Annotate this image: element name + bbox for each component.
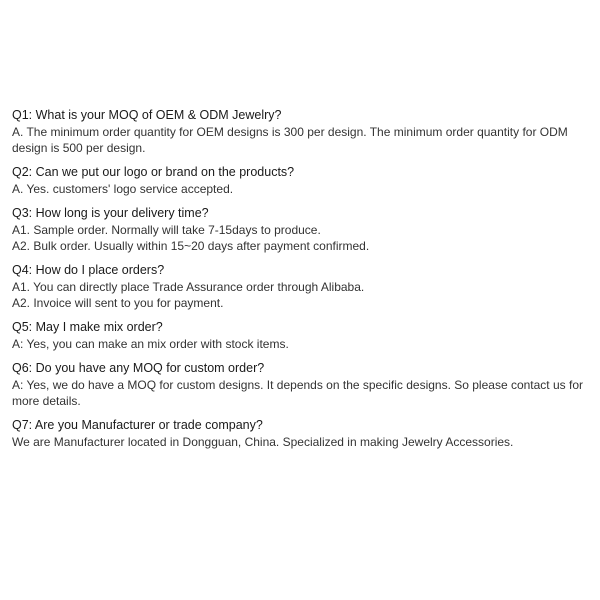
faq-answer [12,434,590,450]
faq-answer-line: A1. You can directly place Trade Assurance order through Alibaba. [12,280,365,294]
faq-item-q1 [12,107,590,156]
faq-item-q5 [12,319,590,352]
faq-answer-line: A: Yes, you can make an mix order with stock items. [12,337,289,351]
faq-answer-line: A: Yes, we do have a MOQ for custom designs. It depends on the specific designs. So please contact us for more details. [12,378,583,408]
faq-answer-line: A2. Invoice will sent to you for payment. [12,296,224,310]
faq-question: Q1: What is your MOQ of OEM & ODM Jewelry? [12,108,282,122]
faq-question: Q7: Are you Manufacturer or trade company? [12,418,263,432]
faq-answer-line: A1. Sample order. Normally will take 7-15days to produce. [12,223,321,237]
faq-answer [12,181,590,197]
faq-answer-line: We are Manufacturer located in Dongguan, China. Specialized in making Jewelry Accessories. [12,435,514,449]
faq-answer [12,377,590,409]
faq-list [12,107,590,458]
faq-item-q6 [12,360,590,409]
faq-item-q4 [12,262,590,311]
faq-answer-line: A. Yes. customers' logo service accepted. [12,182,234,196]
faq-question: Q2: Can we put our logo or brand on the products? [12,165,295,179]
faq-answer [12,279,590,311]
faq-answer-line: A. The minimum order quantity for OEM designs is 300 per design. The minimum order quantity for ODM design is 500 per design. [12,125,568,155]
faq-answer [12,222,590,254]
faq-answer [12,124,590,156]
faq-question: Q4: How do I place orders? [12,263,165,277]
faq-question: Q6: Do you have any MOQ for custom order? [12,361,265,375]
faq-item-q3 [12,205,590,254]
faq-question: Q3: How long is your delivery time? [12,206,209,220]
faq-answer-line: A2. Bulk order. Usually within 15~20 days after payment confirmed. [12,239,370,253]
faq-answer [12,336,590,352]
faq-item-q2 [12,164,590,197]
faq-question: Q5: May I make mix order? [12,320,163,334]
faq-item-q7 [12,417,590,450]
